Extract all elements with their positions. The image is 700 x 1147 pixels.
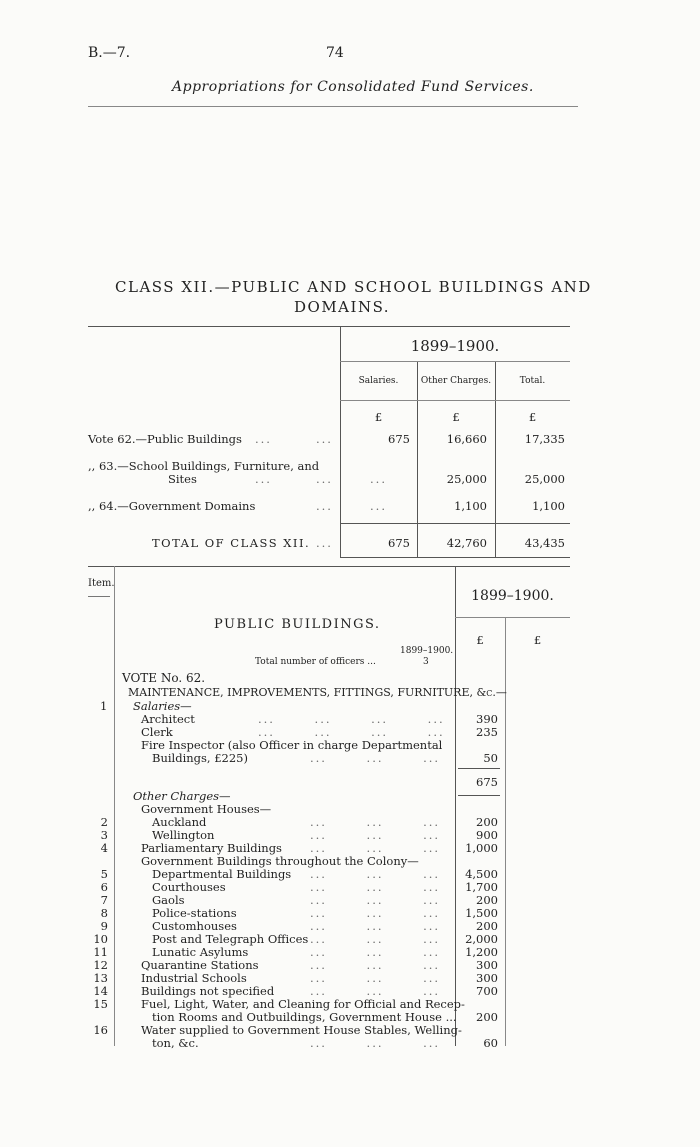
line-amount: 60 xyxy=(483,1036,498,1050)
class-heading-line1: CLASS XII.—PUBLIC AND SCHOOL BUILDINGS AND xyxy=(115,278,592,296)
line-amount: 1,700 xyxy=(465,880,498,894)
line-label-cont: tion Rooms and Outbuildings, Government House ... xyxy=(152,1010,457,1024)
line-amount: 200 xyxy=(476,919,498,933)
line-amount: 50 xyxy=(483,751,498,765)
line-label: Post and Telegraph Offices xyxy=(152,932,309,946)
line-amount: 300 xyxy=(476,971,498,985)
currency-symbol: £ xyxy=(533,633,542,647)
summary-row-label: ,, 64.—Government Domains xyxy=(88,499,256,513)
currency-symbol: £ xyxy=(374,410,383,424)
currency-symbol: £ xyxy=(528,410,537,424)
line-amount: 235 xyxy=(476,725,498,739)
line-amount: 900 xyxy=(476,828,498,842)
summary-total: 25,000 xyxy=(524,472,565,486)
line-amount: 1,500 xyxy=(465,906,498,920)
summary-year: 1899–1900. xyxy=(410,337,500,355)
summary-total: 1,100 xyxy=(532,499,565,513)
line-label: Buildings not specified xyxy=(141,984,275,998)
section-title: PUBLIC BUILDINGS. xyxy=(214,617,381,632)
line-amount: 700 xyxy=(476,984,498,998)
page-number: 74 xyxy=(326,45,344,61)
line-label: Quarantine Stations xyxy=(141,958,259,972)
summary-row-label: ,, 63.—School Buildings, Furniture, and xyxy=(88,459,320,473)
col-other-charges: Other Charges. xyxy=(420,376,492,386)
line-label: Customhouses xyxy=(152,919,237,933)
item-number: 1 xyxy=(100,699,108,713)
line-label: Fire Inspector (also Officer in charge Departmental xyxy=(141,738,443,752)
salaries-total: 675 xyxy=(476,775,498,789)
summary-other: 1,100 xyxy=(454,499,487,513)
item-number: 2 xyxy=(100,815,108,829)
summary-salaries: ... xyxy=(370,499,387,513)
line-label: Lunatic Asylums xyxy=(152,945,249,959)
col-total: Total. xyxy=(519,376,546,386)
line-label: Fuel, Light, Water, and Cleaning for Official and Recep- xyxy=(141,997,465,1011)
other-charges-heading: Other Charges— xyxy=(133,789,231,803)
line-label: Wellington xyxy=(152,828,215,842)
line-label: Architect xyxy=(141,712,195,726)
item-number: 16 xyxy=(93,1023,108,1037)
item-number: 13 xyxy=(93,971,108,985)
item-number: 8 xyxy=(100,906,108,920)
line-label: Gaols xyxy=(152,893,185,907)
header-rule xyxy=(88,106,578,107)
officers-year: 1899–1900. xyxy=(400,646,454,656)
gov-buildings-heading: Government Buildings throughout the Colony— xyxy=(141,854,419,868)
line-label: Water supplied to Government House Stables, Welling- xyxy=(141,1023,462,1037)
summary-total: 17,335 xyxy=(524,432,565,446)
summary-other: 25,000 xyxy=(446,472,487,486)
detail-year: 1899–1900. xyxy=(471,588,554,604)
summary-row-label: Vote 62.—Public Buildings xyxy=(88,432,242,446)
line-amount: 200 xyxy=(476,893,498,907)
summary-salaries: ... xyxy=(370,472,387,486)
class-heading-line2: DOMAINS. xyxy=(294,298,391,316)
item-number: 3 xyxy=(100,828,108,842)
line-label: Industrial Schools xyxy=(141,971,247,985)
subhead: MAINTENANCE, IMPROVEMENTS, FITTINGS, FURNITURE, &c.— xyxy=(128,686,507,699)
line-label-cont: Buildings, £225) xyxy=(152,751,248,765)
salaries-heading: Salaries— xyxy=(133,699,192,713)
summary-other: 16,660 xyxy=(446,432,487,446)
summary-total-label: TOTAL OF CLASS XII. xyxy=(152,536,311,550)
line-amount: 300 xyxy=(476,958,498,972)
line-amount: 4,500 xyxy=(465,867,498,881)
line-amount: 2,000 xyxy=(465,932,498,946)
summary-total-other: 42,760 xyxy=(446,536,487,550)
currency-symbol: £ xyxy=(476,633,484,647)
summary-salaries: 675 xyxy=(388,432,410,446)
officers-label: Total number of officers ... xyxy=(255,657,376,667)
line-amount: 1,000 xyxy=(465,841,498,855)
vote-number: VOTE No. 62. xyxy=(122,671,206,685)
item-number: 4 xyxy=(100,841,108,855)
item-number: 5 xyxy=(100,867,108,881)
line-label: Departmental Buildings xyxy=(152,867,292,881)
summary-row-label-cont: Sites xyxy=(168,472,197,486)
item-number: 12 xyxy=(93,958,108,972)
item-column-label: Item. xyxy=(88,578,115,589)
line-amount: 200 xyxy=(476,1010,498,1024)
line-label: Courthouses xyxy=(152,880,226,894)
summary-total-salaries: 675 xyxy=(388,536,410,550)
line-amount: 1,200 xyxy=(465,945,498,959)
line-amount: 390 xyxy=(476,712,498,726)
item-number: 14 xyxy=(93,984,108,998)
gov-houses-heading: Government Houses— xyxy=(141,802,272,816)
item-number: 10 xyxy=(93,932,108,946)
document-reference: B.—7. xyxy=(88,45,131,61)
line-label: Auckland xyxy=(152,815,207,829)
summary-total-grand: 43,435 xyxy=(524,536,565,550)
page-title: Appropriations for Consolidated Fund Services. xyxy=(172,79,534,95)
line-label: Clerk xyxy=(141,725,173,739)
line-label-cont: ton, &c. xyxy=(152,1036,199,1050)
line-label: Parliamentary Buildings xyxy=(141,841,282,855)
line-label: Police-stations xyxy=(152,906,237,920)
officers-count: 3 xyxy=(423,657,429,667)
item-number: 6 xyxy=(100,880,108,894)
item-number: 7 xyxy=(100,893,108,907)
item-number: 11 xyxy=(93,945,108,959)
col-salaries: Salaries. xyxy=(358,376,399,386)
currency-symbol: £ xyxy=(452,410,460,424)
line-amount: 200 xyxy=(476,815,498,829)
item-number: 9 xyxy=(100,919,108,933)
item-number: 15 xyxy=(93,997,108,1011)
